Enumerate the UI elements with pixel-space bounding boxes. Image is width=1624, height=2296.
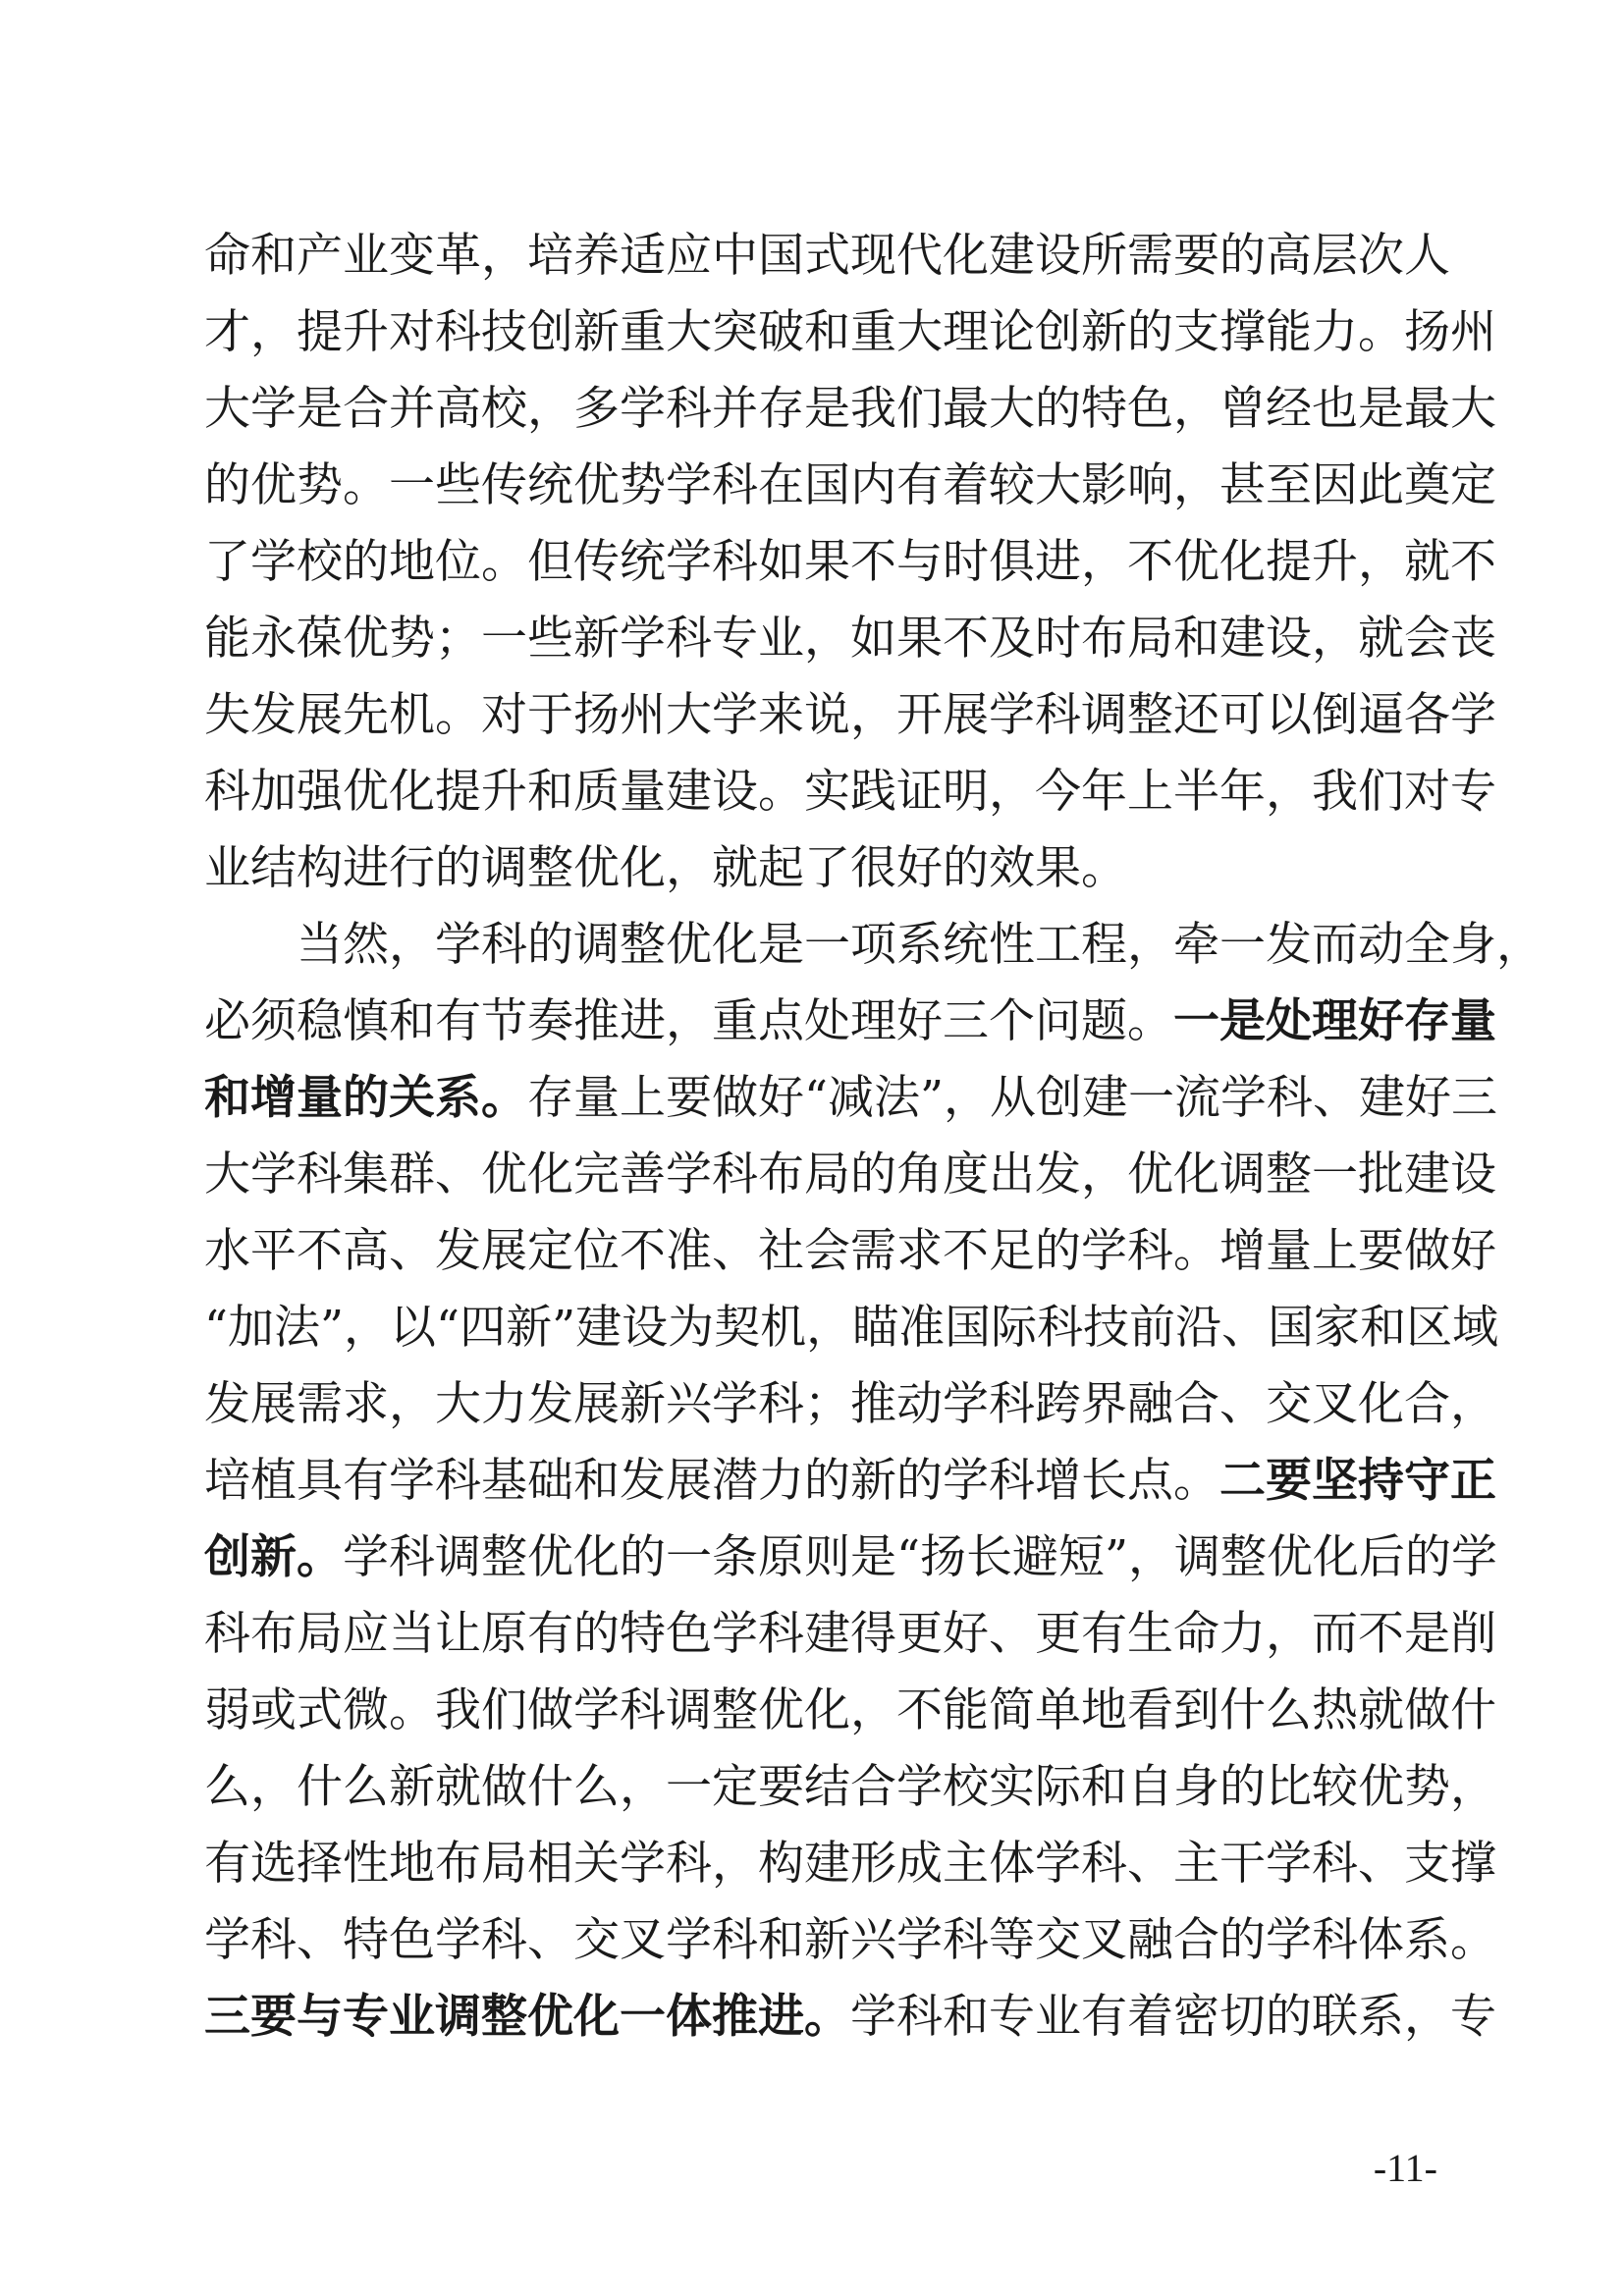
text-segment: 能永葆优势；一些新学科专业，如果不及时布局和建设，就会丧 (204, 612, 1496, 666)
text-line (204, 830, 1434, 907)
page-number: -11- (1373, 2146, 1437, 2190)
text-line (204, 1213, 1496, 1290)
text-line (204, 1979, 1496, 2056)
text-line (204, 984, 1496, 1060)
text-segment: 命和产业变革，培养适应中国式现代化建设所需要的高层次人 (204, 229, 1450, 283)
text-line (204, 677, 1496, 754)
text-line (204, 524, 1496, 601)
text-segment: 的优势。一些传统优势学科在国内有着较大影响，甚至因此奠定 (204, 458, 1496, 512)
bold-heading-segment: 一是处理好存量 (1173, 994, 1496, 1048)
text-segment: 大学是合并高校，多学科并存是我们最大的特色，曾经也是最大 (204, 382, 1496, 436)
text-segment: 存量上要做好“减法”，从创建一流学科、建好三 (527, 1071, 1498, 1125)
text-line (204, 294, 1496, 371)
text-line (204, 601, 1496, 677)
text-line (204, 1290, 1499, 1366)
text-segment: 学科、特色学科、交叉学科和新兴学科等交叉融合的学科体系。 (204, 1913, 1496, 1967)
text-segment: 业结构进行的调整优化，就起了很好的效果。 (204, 841, 1127, 895)
text-segment: 才，提升对科技创新重大突破和重大理论创新的支撑能力。扬州 (204, 305, 1496, 359)
text-line (204, 907, 1543, 984)
text-line (204, 1902, 1496, 1979)
text-line (204, 1060, 1498, 1137)
text-line (204, 1520, 1498, 1596)
text-segment: 有选择性地布局相关学科，构建形成主体学科、主干学科、支撑 (204, 1837, 1496, 1891)
text-segment: 大学科集群、优化完善学科布局的角度出发，优化调整一批建设 (204, 1148, 1496, 1201)
text-line (204, 754, 1496, 830)
text-segment: 必须稳慎和有节奏推进，重点处理好三个问题。 (204, 994, 1173, 1048)
text-segment: 当然，学科的调整优化是一项系统性工程，牵一发而动全身， (204, 918, 1543, 972)
text-segment: 学科调整优化的一条原则是“扬长避短”，调整优化后的学 (343, 1530, 1498, 1584)
text-segment: 科加强优化提升和质量建设。实践证明，今年上半年，我们对专 (204, 765, 1496, 819)
text-segment: 弱或式微。我们做学科调整优化，不能简单地看到什么热就做什 (204, 1683, 1496, 1737)
text-segment: 学科和专业有着密切的联系，专 (850, 1990, 1496, 2044)
text-line (204, 1366, 1496, 1443)
body-text (204, 218, 1543, 2056)
text-segment: 么，什么新就做什么，一定要结合学校实际和自身的比较优势， (204, 1760, 1496, 1814)
text-segment: 水平不高、发展定位不准、社会需求不足的学科。增量上要做好 (204, 1224, 1496, 1278)
text-segment: 失发展先机。对于扬州大学来说，开展学科调整还可以倒逼各学 (204, 688, 1496, 742)
text-line (204, 1826, 1496, 1902)
text-line (204, 448, 1496, 524)
bold-heading-segment: 二要坚持守正 (1219, 1454, 1496, 1508)
text-line (204, 1673, 1496, 1749)
text-line (204, 1443, 1496, 1520)
text-segment: 发展需求，大力发展新兴学科；推动学科跨界融合、交叉化合， (204, 1377, 1496, 1431)
text-line (204, 218, 1450, 294)
bold-heading-segment: 和增量的关系。 (204, 1071, 527, 1125)
text-segment: 科布局应当让原有的特色学科建得更好、更有生命力，而不是削 (204, 1607, 1496, 1661)
text-line (204, 371, 1496, 448)
bold-heading-segment: 三要与专业调整优化一体推进。 (204, 1990, 850, 2044)
text-line (204, 1137, 1496, 1213)
text-segment: “加法”，以“四新”建设为契机，瞄准国际科技前沿、国家和区域 (204, 1301, 1499, 1355)
text-line (204, 1749, 1496, 1826)
text-segment: 培植具有学科基础和发展潜力的新的学科增长点。 (204, 1454, 1219, 1508)
text-segment: 了学校的地位。但传统学科如果不与时俱进，不优化提升，就不 (204, 535, 1496, 589)
bold-heading-segment: 创新。 (204, 1530, 343, 1584)
text-line (204, 1596, 1496, 1673)
